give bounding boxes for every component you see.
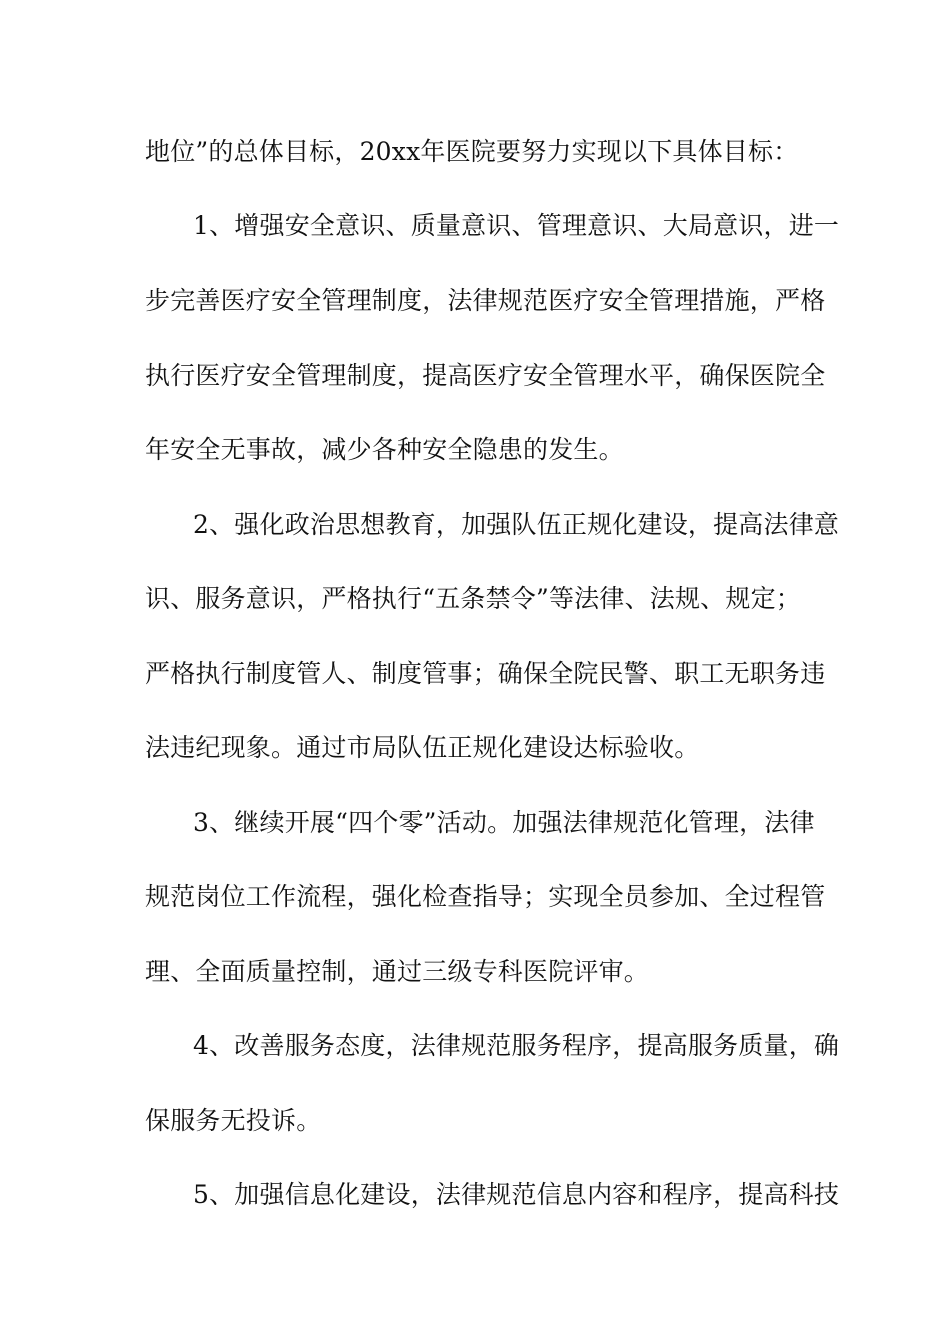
text-line-2: 1、增强安全意识、质量意识、管理意识、大局意识，进一 — [193, 211, 840, 240]
text-line-10: 3、继续开展“四个零”活动。加强法律规范化管理，法律 — [193, 808, 815, 837]
text-line-4: 执行医疗安全管理制度，提高医疗安全管理水平，确保医院全 — [145, 361, 826, 390]
text-line-7: 识、服务意识，严格执行“五条禁令”等法律、法规、规定； — [145, 584, 801, 613]
text-line-14: 保服务无投诉。 — [145, 1106, 322, 1135]
text-line-12: 理、全面质量控制，通过三级专科医院评审。 — [145, 957, 650, 986]
text-line-9: 法违纪现象。通过市局队伍正规化建设达标验收。 — [145, 733, 700, 762]
text-line-15: 5、加强信息化建设，法律规范信息内容和程序，提高科技 — [193, 1180, 840, 1209]
text-line-5: 年安全无事故，减少各种安全隐患的发生。 — [145, 435, 624, 464]
text-line-13: 4、改善服务态度，法律规范服务程序，提高服务质量，确 — [193, 1031, 840, 1060]
text-line-11: 规范岗位工作流程，强化检查指导；实现全员参加、全过程管 — [145, 882, 826, 911]
text-line-3: 步完善医疗安全管理制度，法律规范医疗安全管理措施，严格 — [145, 286, 826, 315]
text-line-8: 严格执行制度管人、制度管事；确保全院民警、职工无职务违 — [145, 659, 826, 688]
text-line-1: 地位”的总体目标，20xx年医院要努力实现以下具体目标： — [145, 137, 799, 166]
text-line-6: 2、强化政治思想教育，加强队伍正规化建设，提高法律意 — [193, 510, 840, 539]
